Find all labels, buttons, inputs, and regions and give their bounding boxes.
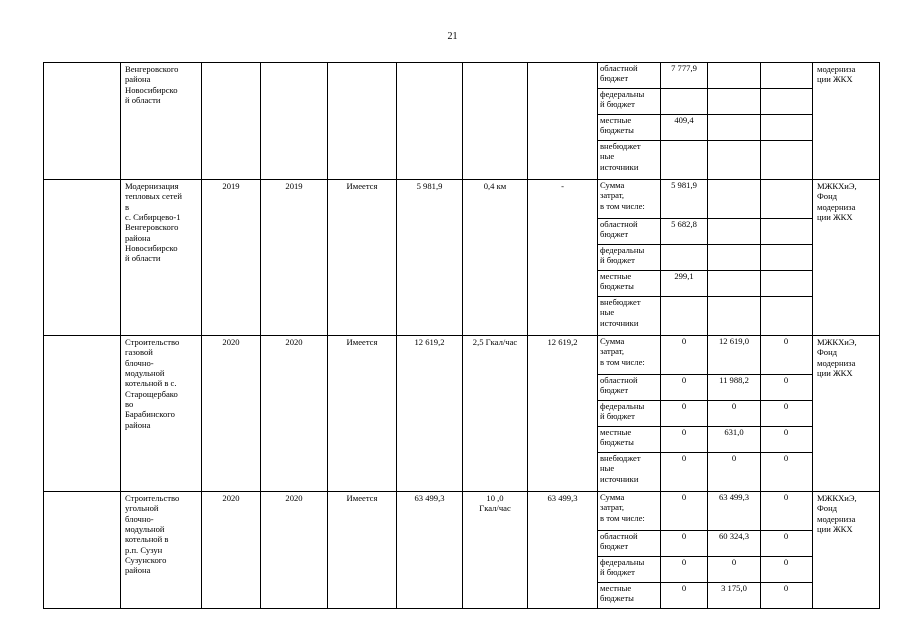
total-cost-text: 12 619,2 [414,337,445,347]
end-year [261,492,328,609]
funding-sources [598,63,813,180]
source-value-2 [708,219,761,244]
source-label: федеральны й бюджет [598,401,661,426]
capacity-text [463,63,527,64]
source-value-3 [761,245,811,270]
design-docs-status [328,336,397,492]
source-value-1: 299,1 [661,271,708,296]
source-value-2: 3 175,0 [708,583,761,608]
source-value-3 [761,141,811,179]
end-year-text: 2020 [285,337,303,347]
project-name-text: Строительство угольной блочно- модульной котельной в р.п. Сузун Сузунского района [125,493,180,576]
project-name-text: Строительство газовой блочно- модульной котельной в с. Старощербако во Барабинского района [125,337,180,430]
design-docs-status-text: Имеется [346,181,378,191]
source-value-3: 0 [783,492,789,502]
source-value-1: 0 [661,453,708,491]
source-label: областной бюджет [598,531,661,556]
funding-source-row [598,141,812,179]
source-value-3: 0 [783,401,789,411]
capacity [463,492,528,609]
funding-source-row [598,89,812,115]
start-year-text: 2019 [222,181,240,191]
end-year [261,336,328,492]
source-value-3: 0 [783,531,789,541]
source-value-2 [708,115,761,140]
source-label: местные бюджеты [598,115,661,140]
source-value-2 [708,180,761,218]
funding-source-row [598,271,812,297]
design-docs-status-text [328,63,396,64]
funding-source-row [598,401,812,427]
funding-source-row [598,427,812,453]
source-value-1 [661,89,708,114]
remaining-cost [528,180,598,336]
project-name [121,336,202,492]
source-value-1: 0 [661,531,708,556]
end-year-text: 2020 [285,493,303,503]
start-year [202,492,261,609]
program-table [43,62,880,609]
source-value-2: 63 499,3 [708,492,761,530]
project-name-text: Венгеровского района Новосибирско й области [125,64,179,105]
executor [813,63,880,180]
remaining-cost-text: 63 499,3 [547,493,578,503]
start-year-text: 2020 [222,337,240,347]
source-label: федеральны й бюджет [598,245,661,270]
funding-source-row [598,63,812,89]
remaining-cost [528,336,598,492]
source-label: местные бюджеты [598,271,661,296]
source-value-3: 0 [783,453,789,463]
funding-source-row [598,531,812,557]
capacity [463,63,528,180]
source-label: местные бюджеты [598,427,661,452]
source-value-1: 0 [661,375,708,400]
source-value-1: 7 777,9 [661,63,708,88]
executor-text: МЖКХиЭ, Фонд модерниза ции ЖКХ [817,493,857,534]
source-value-1: 0 [661,583,708,608]
executor-text: МЖКХиЭ, Фонд модерниза ции ЖКХ [817,337,857,378]
capacity-text: 2,5 Гкал/час [472,337,518,347]
source-value-2: 60 324,3 [708,531,761,556]
design-docs-status [328,63,397,180]
design-docs-status-text: Имеется [346,493,378,503]
funding-source-row [598,583,812,608]
funding-source-row [598,115,812,141]
funding-source-row [598,180,812,219]
source-label: федеральны й бюджет [598,89,661,114]
table-row [44,336,880,492]
page-number: 21 [447,31,458,42]
capacity-text: 10 ,0 Гкал/час [479,493,511,514]
remaining-cost [528,492,598,609]
executor [813,336,880,492]
total-cost-text [397,63,462,64]
source-value-1: 0 [661,401,708,426]
total-cost-text: 63 499,3 [414,493,445,503]
start-year [202,180,261,336]
total-cost [397,336,463,492]
source-value-3 [761,115,811,140]
project-name-text: Модернизация тепловых сетей в с. Сибирцево-1 Венгеровского района Новосибирско й области [125,181,182,264]
capacity [463,180,528,336]
project-name [121,63,202,180]
source-value-2 [708,141,761,179]
source-label: внебюджет ные источники [598,297,661,335]
source-value-3 [761,271,811,296]
design-docs-status-text: Имеется [346,337,378,347]
funding-sources [598,492,813,609]
source-value-3: 0 [783,557,789,567]
table-row [44,180,880,336]
source-value-2: 11 988,2 [708,375,761,400]
source-label: областной бюджет [598,219,661,244]
source-value-3 [761,297,811,335]
source-value-1: 0 [661,557,708,582]
source-value-1: 409,4 [661,115,708,140]
total-cost [397,492,463,609]
funding-source-row [598,453,812,491]
source-value-3 [761,63,811,88]
funding-source-row [598,336,812,375]
source-value-3 [761,89,811,114]
end-year [261,63,328,180]
funding-source-row [598,557,812,583]
source-value-2 [708,89,761,114]
source-value-1: 5 682,8 [661,219,708,244]
total-cost [397,63,463,180]
blank-cell [44,492,121,609]
source-value-2: 0 [708,453,761,491]
start-year [202,63,261,180]
capacity-text: 0,4 км [483,181,507,191]
remaining-cost-text [528,63,597,64]
source-value-1 [661,297,708,335]
blank-cell [44,63,121,180]
source-value-1: 0 [661,427,708,452]
source-value-2: 631,0 [708,427,761,452]
project-name [121,492,202,609]
source-label: Сумма затрат, в том числе: [598,336,661,374]
source-value-3: 0 [783,375,789,385]
funding-sources [598,336,813,492]
source-label: внебюджет ные источники [598,453,661,491]
start-year [202,336,261,492]
executor-text: модерниза ции ЖКХ [817,64,856,85]
source-label: Сумма затрат, в том числе: [598,180,661,218]
funding-source-row [598,219,812,245]
end-year-text: 2019 [285,181,303,191]
end-year [261,180,328,336]
source-label: областной бюджет [598,63,661,88]
executor [813,180,880,336]
source-value-1 [661,141,708,179]
start-year-text [202,63,260,64]
capacity [463,336,528,492]
source-label: внебюджет ные источники [598,141,661,179]
start-year-text: 2020 [222,493,240,503]
source-value-2 [708,271,761,296]
blank-cell [44,180,121,336]
source-value-1: 0 [661,492,708,530]
table-row [44,492,880,609]
source-value-2: 12 619,0 [708,336,761,374]
source-value-1 [661,245,708,270]
design-docs-status [328,180,397,336]
end-year-text [261,63,327,64]
blank-cell [44,336,121,492]
remaining-cost-text: 12 619,2 [547,337,578,347]
source-value-2: 0 [708,557,761,582]
source-value-3: 0 [783,427,789,437]
source-value-3: 0 [783,336,789,346]
total-cost [397,180,463,336]
funding-source-row [598,492,812,531]
source-value-3 [761,180,811,218]
design-docs-status [328,492,397,609]
source-value-1: 5 981,9 [661,180,708,218]
funding-source-row [598,375,812,401]
funding-source-row [598,297,812,335]
source-value-1: 0 [661,336,708,374]
source-label: областной бюджет [598,375,661,400]
remaining-cost [528,63,598,180]
table-row [44,63,880,180]
remaining-cost-text: - [561,181,564,191]
total-cost-text: 5 981,9 [416,181,443,191]
source-value-2 [708,63,761,88]
source-label: федеральны й бюджет [598,557,661,582]
funding-source-row [598,245,812,271]
source-label: местные бюджеты [598,583,661,608]
source-value-3: 0 [783,583,789,593]
funding-sources [598,180,813,336]
source-value-3 [761,219,811,244]
source-label: Сумма затрат, в том числе: [598,492,661,530]
source-value-2 [708,245,761,270]
executor-text: МЖКХиЭ, Фонд модерниза ции ЖКХ [817,181,857,222]
executor [813,492,880,609]
source-value-2: 0 [708,401,761,426]
source-value-2 [708,297,761,335]
project-name [121,180,202,336]
